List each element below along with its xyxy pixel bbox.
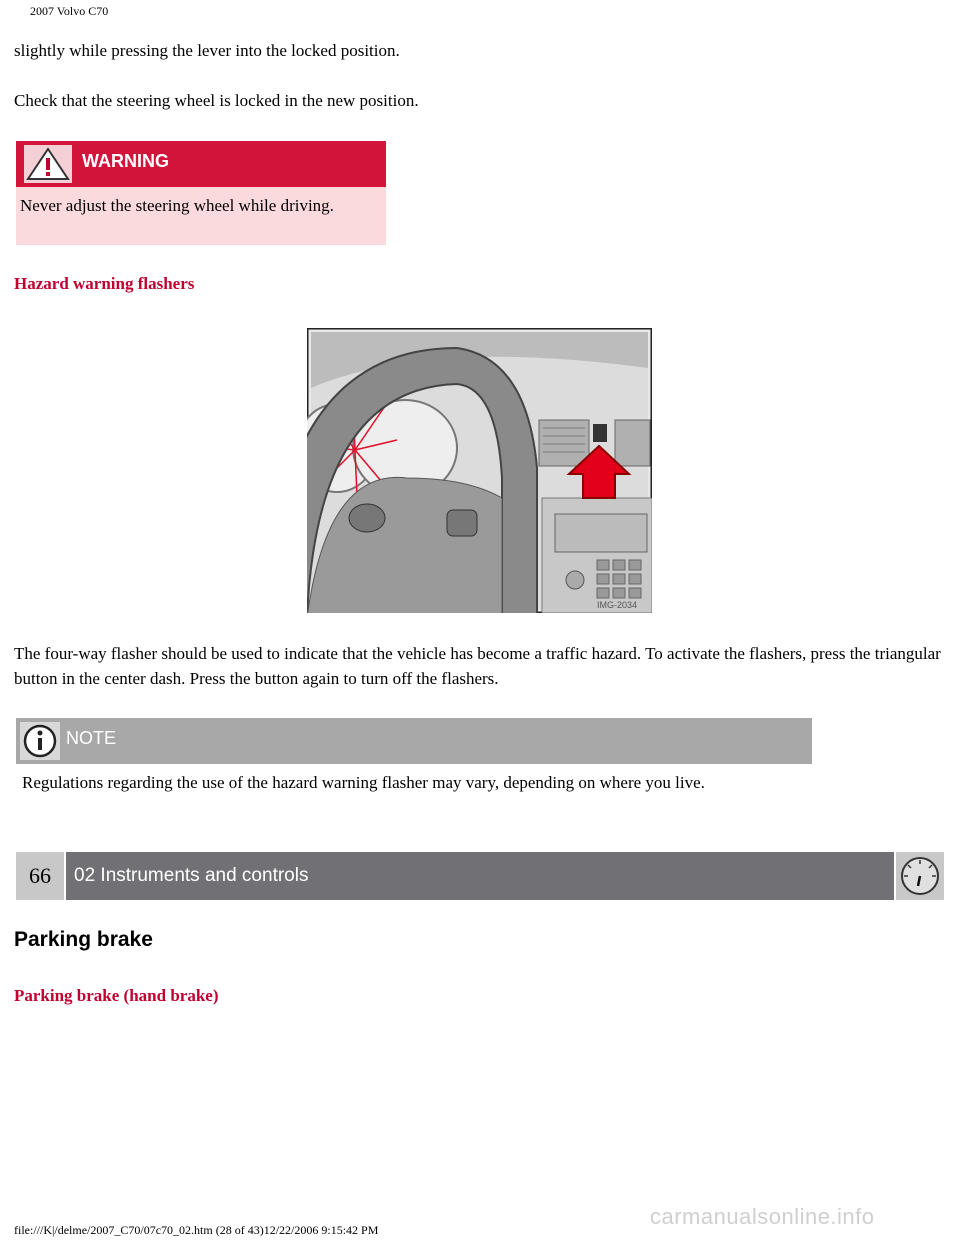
figure-code: IMG-2034 [597,600,638,610]
gauge-icon [896,852,944,900]
note-label: NOTE [66,728,117,748]
warning-box [16,141,386,245]
warning-label: WARNING [82,151,169,171]
paragraph-check-locked: Check that the steering wheel is locked in the new position. [14,91,419,110]
hazard-button-illustration [307,328,652,613]
warning-header [16,141,386,187]
warning-text: Never adjust the steering wheel while driving. [16,187,386,245]
footer-gauge-box [896,852,944,900]
hazard-heading: Hazard warning flashers [14,274,195,293]
watermark: carmanualsonline.info [650,1204,875,1229]
paragraph-locked-position: slightly while pressing the lever into the locked position. [14,41,400,60]
note-text: Regulations regarding the use of the hazard warning flasher may vary, depending on where you live. [22,773,705,792]
paragraph-four-way-flasher: The four-way flasher should be used to indicate that the vehicle has become a traffic hazard. To activate the flashers, press the triangular button in the center dash. Press the button again to turn off the flashers. [14,644,941,688]
warning-triangle-icon [24,145,72,183]
file-path-footer: file:///K|/delme/2007_C70/07c70_02.htm (28 of 43)12/22/2006 9:15:42 PM [14,1223,379,1237]
chapter-title: 02 Instruments and controls [66,852,894,900]
info-icon [20,722,60,760]
section-subheading: Parking brake (hand brake) [14,986,219,1005]
page-number: 66 [16,852,64,900]
note-header [16,718,812,764]
section-title: Parking brake [14,928,153,951]
document-header: 2007 Volvo C70 [30,4,109,18]
note-box [16,718,812,799]
